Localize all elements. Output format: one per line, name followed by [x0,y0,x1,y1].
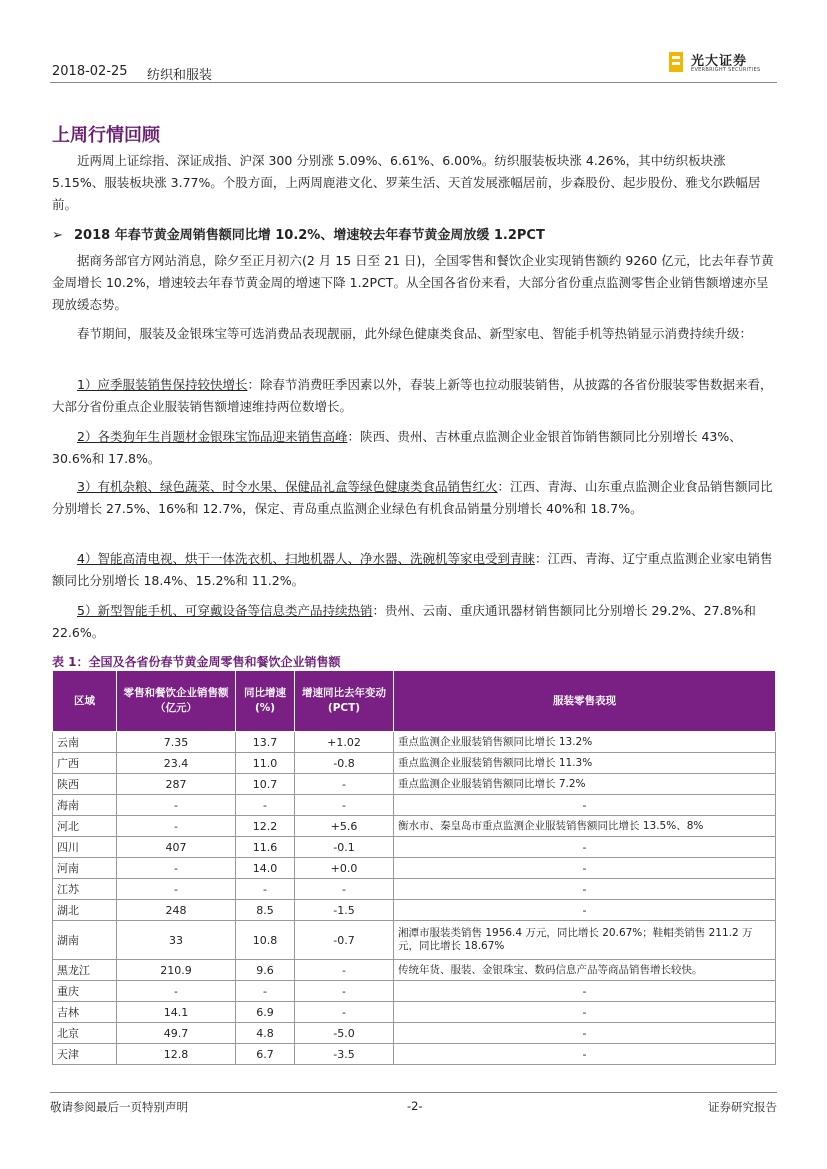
cell-sales: 49.7 [117,1023,236,1044]
cell-region: 河南 [53,858,117,879]
table-row [53,1002,776,1023]
cell-change: -1.5 [295,900,394,921]
table-row [53,900,776,921]
report-date: 2018-02-25 [52,64,128,79]
list-item-5-head: 5）新型智能手机、可穿戴设备等信息类产品持续热销 [77,603,373,618]
list-item-3-head: 3）有机杂粮、绿色蔬菜、时令水果、保健品礼盒等绿色健康类食品销售红火 [77,479,498,494]
table-row [53,753,776,774]
intro-paragraph: 近两周上证综指、深证成指、沪深 300 分别涨 5.09%、6.61%、6.00%。纺织服装板块涨 4.26%，其中纺织板块涨 5.15%、服装板块涨 3.77%。个股方面，上两周鹿港文化、罗莱生活、天首发展涨幅居前，步森股份、起步股份、雅戈尔跌幅居前。 [52,153,761,212]
report-sector: 纺织和服装 [147,68,213,83]
list-item-3 [52,476,776,520]
cell-change: - [295,774,394,795]
cell-apparel: 传统年货、服装、金银珠宝、数码信息产品等商品销售增长较快。 [394,960,776,981]
cell-sales: 287 [117,774,236,795]
list-item-4 [52,548,776,592]
cell-apparel: - [394,1002,776,1023]
column-header-change: 增速同比去年变动(PCT) [295,671,394,732]
list-item-2-body: ：陕西、贵州、吉林重点监测企业金银首饰销售额同比分别增长 43%、30.6%和 17.8%。 [52,429,742,466]
cell-sales: - [117,816,236,837]
arrow-bullet-icon: ➢ [52,228,63,243]
cell-apparel: - [394,900,776,921]
cell-growth: 8.5 [236,900,295,921]
cell-apparel: - [394,879,776,900]
cell-change: +5.6 [295,816,394,837]
list-item-2 [52,426,776,470]
cell-growth: 11.0 [236,753,295,774]
cell-region: 天津 [53,1044,117,1065]
logo-chinese-name: 光大证券 [691,54,748,69]
cell-growth: - [236,981,295,1002]
table-row [53,921,776,960]
table-row [53,774,776,795]
cell-sales: - [117,858,236,879]
cell-region: 黑龙江 [53,960,117,981]
list-item-5 [52,600,776,644]
sales-table [52,670,776,1065]
cell-sales: - [117,981,236,1002]
cell-change: - [295,795,394,816]
cell-region: 广西 [53,753,117,774]
table-body [53,732,776,1065]
list-item-2-head: 2）各类狗年生肖题材金银珠宝饰品迎来销售高峰 [77,429,348,444]
cell-apparel: - [394,1023,776,1044]
page-number: -2- [407,1099,423,1113]
list-item-3-body: ：江西、青海、山东重点监测企业食品销售额同比分别增长 27.5%、16%和 12.7%，保定、青岛重点监测企业绿色有机食品销量分别增长 40%和 18.7%。 [52,479,773,516]
table-row [53,837,776,858]
cell-change: - [295,981,394,1002]
cell-growth: 4.8 [236,1023,295,1044]
cell-apparel: - [394,981,776,1002]
list-item-1-head: 1）应季服装销售保持较快增长 [77,377,248,392]
list-item-4-body: ：江西、青海、辽宁重点监测企业家电销售额同比分别增长 18.4%、15.2%和 11.2%。 [52,551,773,588]
table-row [53,879,776,900]
cell-growth: 6.9 [236,1002,295,1023]
cell-apparel: 重点监测企业服装销售额同比增长 7.2% [394,774,776,795]
cell-growth: 11.6 [236,837,295,858]
table-row [53,1023,776,1044]
table-row [53,816,776,837]
column-header-growth: 同比增速(%) [236,671,295,732]
table-row [53,981,776,1002]
cell-change: +0.0 [295,858,394,879]
cell-region: 江苏 [53,879,117,900]
cell-sales: - [117,879,236,900]
cell-growth: - [236,795,295,816]
list-item-1-body: ：除春节消费旺季因素以外，春装上新等也拉动服装销售，从披露的各省份服装零售数据来看，大部分省份重点企业服装销售额增速维持两位数增长。 [52,377,773,414]
table-row [53,795,776,816]
cell-change: -0.1 [295,837,394,858]
cell-sales: 23.4 [117,753,236,774]
bullet-heading-text: 2018 年春节黄金周销售额同比增 10.2%、增速较去年春节黄金周放缓 1.2PCT [74,228,545,243]
cell-region: 四川 [53,837,117,858]
cell-change: -5.0 [295,1023,394,1044]
company-logo [667,50,777,78]
cell-region: 陕西 [53,774,117,795]
cell-apparel: 重点监测企业服装销售额同比增长 11.3% [394,753,776,774]
footer-disclaimer: 敬请参阅最后一页特别声明 [50,1100,188,1114]
cell-growth: - [236,879,295,900]
table-row [53,1044,776,1065]
cell-change: +1.02 [295,732,394,753]
table-row [53,960,776,981]
bullet-heading [52,224,545,243]
cell-change: - [295,1002,394,1023]
cell-sales: 14.1 [117,1002,236,1023]
cell-sales: 33 [117,921,236,960]
cell-change: -3.5 [295,1044,394,1065]
table-title: 表 1：全国及各省份春节黄金周零售和餐饮企业销售额 [52,655,341,669]
cell-region: 海南 [53,795,117,816]
footer-report-type: 证券研究报告 [708,1100,777,1114]
cell-change: -0.8 [295,753,394,774]
cell-sales: 407 [117,837,236,858]
cell-sales: 248 [117,900,236,921]
cell-growth: 10.8 [236,921,295,960]
consumption-paragraph: 春节期间，服装及金银珠宝等可选消费品表现靓丽，此外绿色健康类食品、新型家电、智能手机等热销显示消费持续升级： [77,326,753,341]
list-item-4-head: 4）智能高清电视、烘干一体洗衣机、扫地机器人、净水器、洗碗机等家电受到青睐 [77,551,535,566]
news-paragraph: 据商务部官方网站消息，除夕至正月初六(2 月 15 日至 21 日)，全国零售和餐饮企业实现销售额约 9260 亿元，比去年春节黄金周增长 10.2%，增速较去年春节黄金周的增速下降 1.2PCT。从全国各省份来看，大部分省份重点监测零售企业销售额增速亦呈现放缓态势。 [52,253,774,312]
page-footer [50,1092,777,1117]
table-row [53,858,776,879]
cell-region: 云南 [53,732,117,753]
cell-growth: 6.7 [236,1044,295,1065]
page-header [50,54,777,83]
cell-growth: 10.7 [236,774,295,795]
cell-growth: 13.7 [236,732,295,753]
section-title: 上周行情回顾 [52,125,160,146]
cell-region: 吉林 [53,1002,117,1023]
list-item-5-body: ：贵州、云南、重庆通讯器材销售额同比分别增长 29.2%、27.8%和 22.6%。 [52,603,756,640]
cell-apparel: - [394,858,776,879]
cell-growth: 12.2 [236,816,295,837]
cell-apparel: - [394,795,776,816]
column-header-region: 区域 [53,671,117,732]
cell-change: -0.7 [295,921,394,960]
cell-sales: 210.9 [117,960,236,981]
cell-region: 河北 [53,816,117,837]
logo-mark-icon [667,50,685,74]
cell-apparel: 湘潭市服装类销售 1956.4 万元，同比增长 20.67%；鞋帽类销售 211.2 万元，同比增长 18.67% [394,921,776,960]
logo-english-name: EVERBRIGHT SECURITIES [691,67,761,73]
cell-sales: 7.35 [117,732,236,753]
cell-region: 湖南 [53,921,117,960]
column-header-apparel: 服装零售表现 [394,671,776,732]
list-item-1 [52,374,776,418]
cell-growth: 9.6 [236,960,295,981]
column-header-sales: 零售和餐饮企业销售额（亿元） [117,671,236,732]
cell-region: 重庆 [53,981,117,1002]
cell-apparel: 重点监测企业服装销售额同比增长 13.2% [394,732,776,753]
cell-sales: - [117,795,236,816]
table-row [53,732,776,753]
cell-change: - [295,879,394,900]
table-header-row [53,671,776,732]
cell-apparel: - [394,837,776,858]
cell-region: 湖北 [53,900,117,921]
cell-change: - [295,960,394,981]
cell-growth: 14.0 [236,858,295,879]
cell-region: 北京 [53,1023,117,1044]
cell-sales: 12.8 [117,1044,236,1065]
cell-apparel: 衡水市、秦皇岛市重点监测企业服装销售额同比增长 13.5%、8% [394,816,776,837]
cell-apparel: - [394,1044,776,1065]
